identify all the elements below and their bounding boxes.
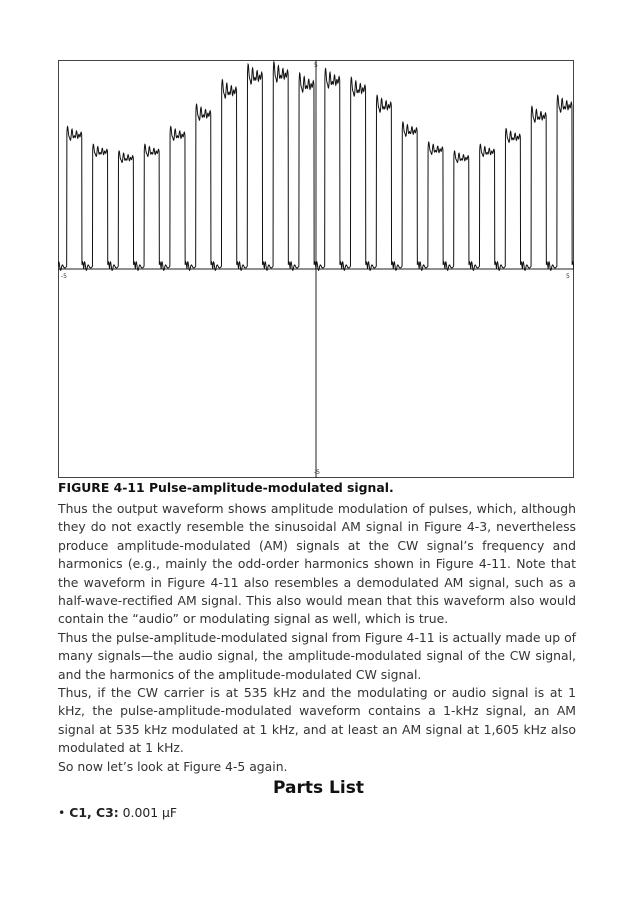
- paragraph: So now let’s look at Figure 4-5 again.: [58, 758, 288, 774]
- figure-caption: FIGURE 4-11 Pulse-amplitude-modulated signal.: [58, 480, 394, 495]
- paragraph: Thus the pulse-amplitude-modulated signal from Figure 4-11 is actually made up of many signals—the audio signal, the amplitude-modulated signal of the CW signal, and the harmonics of the amplitude-modulated CW signal.: [58, 629, 577, 682]
- y-axis-min-label: -5: [314, 469, 320, 476]
- x-axis-min-label: -5: [61, 273, 67, 280]
- parts-list-heading: Parts List: [273, 778, 364, 798]
- body-text: [58, 500, 576, 776]
- bullet: •: [58, 805, 66, 820]
- paragraph: Thus, if the CW carrier is at 535 kHz and the modulating or audio signal is at 1 kHz, the pulse-amplitude-modulated waveform contains a 1-kHz signal, an AM signal at 535 kHz modulated at 1 kHz, and at least an AM signal at 1,605 kHz also modulated at 1 kHz.: [58, 685, 576, 756]
- waveform-chart: [58, 60, 574, 478]
- paragraph: Thus the output waveform shows amplitude modulation of pulses, which, although they do not exactly resemble the sinusoidal AM signal in Figure 4-3, nevertheless produce amplitude-modulated (AM) signals at the CW signal’s frequency and harmonics (e.g., mainly the odd-order harmonics shown in Figure 4-11. Note that the waveform in Figure 4-11 also resembles a demodulated AM signal, such as a half-wave-rectified AM signal. This also would mean that this waveform also would contain the “audio” or modulating signal as well, which is true.: [58, 501, 576, 627]
- part-label: C1, C3:: [69, 805, 119, 820]
- x-axis-max-label: 5: [566, 273, 570, 280]
- part-value: 0.001 μF: [122, 805, 178, 820]
- y-axis-max-label: 5: [314, 62, 318, 69]
- waveform-figure: [58, 60, 574, 478]
- parts-list-item: [58, 805, 177, 820]
